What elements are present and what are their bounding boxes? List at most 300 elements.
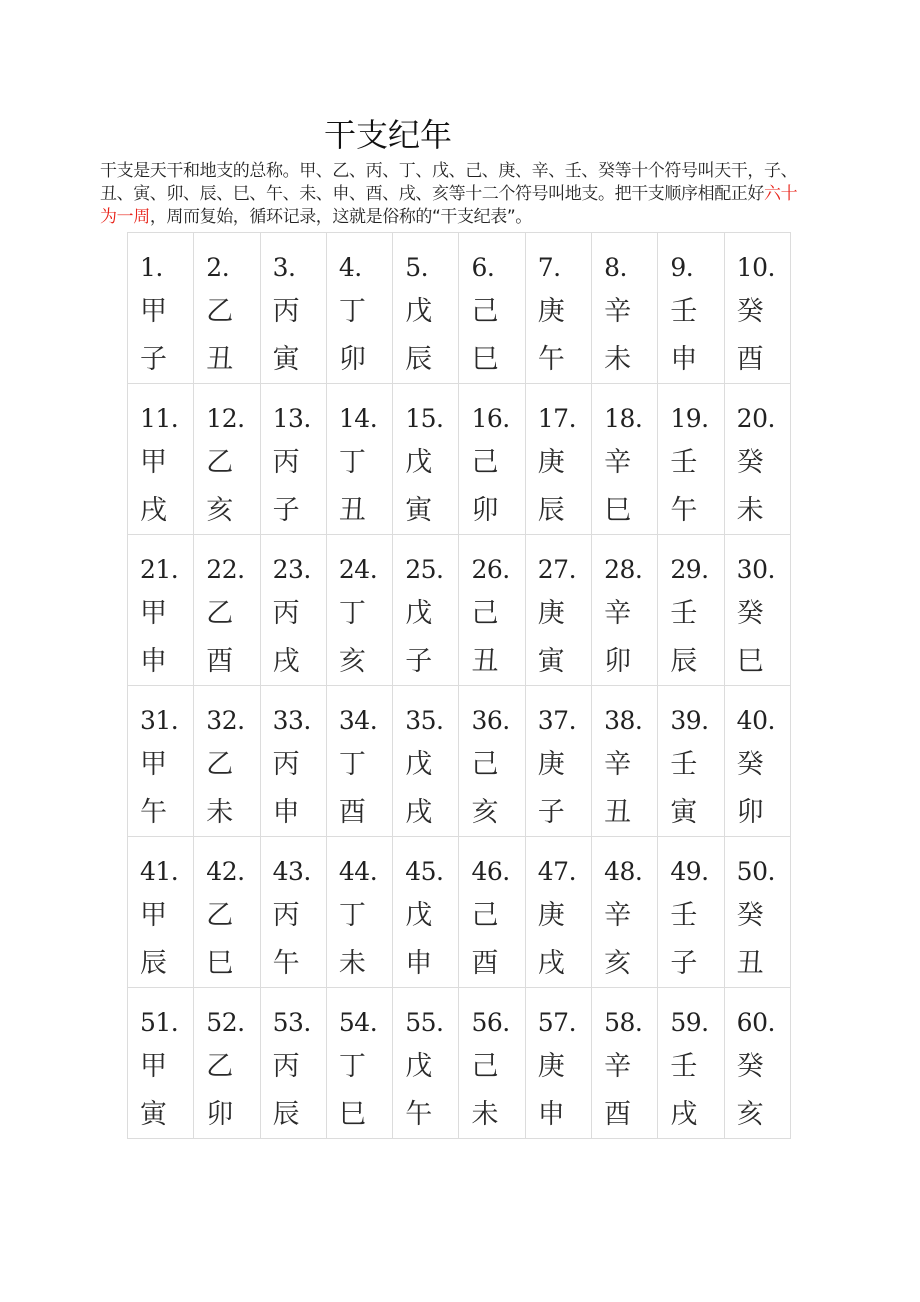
cell-content — [327, 837, 392, 979]
cell-content — [194, 384, 259, 526]
ganzhi-cell — [525, 535, 591, 686]
earthly-branch: 子 — [405, 646, 433, 677]
ganzhi-cell — [128, 837, 194, 988]
earthly-branch: 未 — [604, 344, 632, 375]
earthly-branch: 丑 — [206, 344, 234, 375]
earthly-branch: 亥 — [471, 797, 499, 828]
cell-number: 37. — [537, 706, 577, 735]
cell-content — [725, 535, 790, 677]
table-row — [128, 686, 791, 837]
earthly-branch: 卯 — [206, 1099, 234, 1130]
cell-content — [725, 233, 790, 375]
table-row — [128, 233, 791, 384]
intro-paragraph — [100, 160, 812, 229]
earthly-branch: 申 — [405, 948, 433, 979]
earthly-branch: 戌 — [537, 948, 565, 979]
cell-content — [128, 233, 193, 375]
page-title: 干支纪年 — [324, 116, 453, 154]
earthly-branch: 寅 — [405, 495, 433, 526]
cell-number: 42. — [206, 857, 245, 886]
heavenly-stem: 辛 — [604, 1051, 632, 1082]
cell-number: 30. — [736, 555, 775, 584]
cell-content — [526, 535, 591, 677]
ganzhi-cell — [326, 988, 392, 1139]
heavenly-stem: 乙 — [206, 1051, 234, 1082]
ganzhi-cell — [459, 837, 525, 988]
cell-content — [194, 535, 259, 677]
heavenly-stem: 己 — [471, 447, 499, 478]
cell-number: 33. — [272, 706, 311, 735]
heavenly-stem: 己 — [471, 1051, 499, 1082]
earthly-branch: 申 — [670, 344, 698, 375]
heavenly-stem: 丙 — [272, 598, 300, 629]
ganzhi-cell — [393, 384, 459, 535]
cell-content — [658, 535, 723, 677]
earthly-branch: 未 — [206, 797, 234, 828]
cell-content — [261, 535, 326, 677]
ganzhi-cell — [525, 988, 591, 1139]
ganzhi-cell — [260, 233, 326, 384]
cell-content — [526, 384, 591, 526]
cell-number: 39. — [670, 706, 709, 735]
cell-number: 38. — [604, 706, 643, 735]
ganzhi-cell — [592, 837, 658, 988]
earthly-branch: 未 — [338, 948, 366, 979]
cell-number: 52. — [206, 1008, 245, 1037]
cell-content — [592, 233, 657, 375]
cell-number: 2. — [206, 253, 230, 282]
cell-number: 6. — [471, 253, 495, 282]
heavenly-stem: 丁 — [338, 598, 366, 629]
heavenly-stem: 庚 — [537, 749, 565, 780]
cell-number: 16. — [471, 404, 510, 433]
cell-number: 4. — [338, 253, 362, 282]
earthly-branch: 子 — [537, 797, 565, 828]
ganzhi-cell — [194, 686, 260, 837]
ganzhi-cell — [260, 535, 326, 686]
heavenly-stem: 庚 — [537, 900, 565, 931]
cell-content — [393, 233, 458, 375]
cell-content — [327, 535, 392, 677]
heavenly-stem: 癸 — [736, 447, 764, 478]
earthly-branch: 酉 — [206, 646, 234, 677]
cell-content — [459, 233, 524, 375]
earthly-branch: 巳 — [604, 495, 632, 526]
cell-content — [393, 384, 458, 526]
cell-content — [526, 686, 591, 828]
ganzhi-cell — [459, 384, 525, 535]
cell-content — [393, 535, 458, 677]
cell-number: 32. — [206, 706, 245, 735]
ganzhi-cell — [658, 686, 724, 837]
earthly-branch: 戌 — [272, 646, 300, 677]
cell-number: 57. — [537, 1008, 577, 1037]
earthly-branch: 酉 — [604, 1099, 632, 1130]
cell-number: 23. — [272, 555, 311, 584]
cell-number: 45. — [405, 857, 444, 886]
earthly-branch: 寅 — [272, 344, 300, 375]
ganzhi-cell — [260, 384, 326, 535]
cell-content — [261, 686, 326, 828]
cell-number: 22. — [206, 555, 245, 584]
cell-content — [592, 535, 657, 677]
cell-content — [592, 988, 657, 1130]
cell-number: 31. — [140, 706, 179, 735]
table-row — [128, 384, 791, 535]
ganzhi-cell — [326, 535, 392, 686]
cell-number: 51. — [140, 1008, 179, 1037]
earthly-branch: 丑 — [604, 797, 632, 828]
ganzhi-cell — [724, 384, 790, 535]
cell-content — [592, 686, 657, 828]
earthly-branch: 午 — [537, 344, 565, 375]
heavenly-stem: 己 — [471, 900, 499, 931]
cell-content — [261, 233, 326, 375]
cell-content — [194, 686, 259, 828]
earthly-branch: 辰 — [272, 1099, 300, 1130]
cell-number: 49. — [670, 857, 709, 886]
ganzhi-cell — [658, 988, 724, 1139]
cell-content — [658, 686, 723, 828]
heavenly-stem: 庚 — [537, 447, 565, 478]
earthly-branch: 寅 — [140, 1099, 167, 1130]
ganzhi-cell — [724, 233, 790, 384]
ganzhi-cell — [260, 837, 326, 988]
cell-number: 50. — [736, 857, 775, 886]
cell-number: 11. — [140, 404, 179, 433]
cell-content — [526, 988, 591, 1130]
cell-number: 55. — [405, 1008, 444, 1037]
cell-number: 40. — [736, 706, 775, 735]
ganzhi-cell — [592, 686, 658, 837]
cell-number: 5. — [405, 253, 429, 282]
cell-number: 20. — [736, 404, 775, 433]
ganzhi-cell — [459, 233, 525, 384]
cell-number: 41. — [140, 857, 179, 886]
heavenly-stem: 辛 — [604, 296, 632, 327]
cell-content — [725, 384, 790, 526]
ganzhi-cell — [128, 988, 194, 1139]
heavenly-stem: 甲 — [140, 447, 167, 478]
cell-number: 54. — [338, 1008, 378, 1037]
cell-number: 48. — [604, 857, 643, 886]
ganzhi-cell — [592, 988, 658, 1139]
cell-number: 46. — [471, 857, 510, 886]
heavenly-stem: 癸 — [736, 296, 764, 327]
cell-number: 27. — [537, 555, 577, 584]
earthly-branch: 申 — [537, 1099, 565, 1130]
heavenly-stem: 壬 — [670, 1051, 698, 1082]
ganzhi-cell — [393, 535, 459, 686]
cell-content — [128, 837, 193, 979]
cell-number: 8. — [604, 253, 627, 282]
heavenly-stem: 壬 — [670, 296, 698, 327]
cell-content — [393, 837, 458, 979]
cell-content — [261, 837, 326, 979]
ganzhi-cell — [525, 837, 591, 988]
heavenly-stem: 己 — [471, 598, 499, 629]
heavenly-stem: 乙 — [206, 447, 234, 478]
ganzhi-cell — [260, 988, 326, 1139]
heavenly-stem: 辛 — [604, 749, 632, 780]
heavenly-stem: 丙 — [272, 749, 300, 780]
earthly-branch: 酉 — [471, 948, 499, 979]
ganzhi-cell — [658, 535, 724, 686]
heavenly-stem: 己 — [471, 749, 499, 780]
earthly-branch: 卯 — [736, 797, 764, 828]
cell-number: 60. — [736, 1008, 775, 1037]
earthly-branch: 酉 — [736, 344, 764, 375]
cell-number: 21. — [140, 555, 179, 584]
cell-number: 29. — [670, 555, 709, 584]
ganzhi-cell — [658, 233, 724, 384]
cell-content — [261, 384, 326, 526]
cell-content — [725, 686, 790, 828]
cell-number: 44. — [338, 857, 378, 886]
heavenly-stem: 戊 — [405, 900, 433, 931]
ganzhi-cell — [724, 535, 790, 686]
cell-content — [194, 988, 259, 1130]
cell-number: 47. — [537, 857, 577, 886]
heavenly-stem: 庚 — [537, 598, 565, 629]
cell-number: 3. — [272, 253, 296, 282]
cell-content — [393, 988, 458, 1130]
heavenly-stem: 己 — [471, 296, 499, 327]
heavenly-stem: 乙 — [206, 598, 234, 629]
cell-content — [128, 384, 193, 526]
ganzhi-cell — [194, 535, 260, 686]
cell-content — [459, 988, 524, 1130]
cell-number: 43. — [272, 857, 311, 886]
earthly-branch: 亥 — [338, 646, 366, 677]
cell-content — [459, 535, 524, 677]
heavenly-stem: 辛 — [604, 598, 632, 629]
heavenly-stem: 甲 — [140, 900, 167, 931]
earthly-branch: 戌 — [140, 495, 167, 526]
heavenly-stem: 乙 — [206, 296, 234, 327]
cell-content — [327, 686, 392, 828]
cell-content — [194, 233, 259, 375]
heavenly-stem: 丁 — [338, 296, 366, 327]
earthly-branch: 子 — [272, 495, 300, 526]
cell-number: 1. — [140, 253, 163, 282]
heavenly-stem: 丙 — [272, 296, 300, 327]
earthly-branch: 卯 — [338, 344, 366, 375]
earthly-branch: 午 — [670, 495, 698, 526]
heavenly-stem: 乙 — [206, 900, 234, 931]
ganzhi-cell — [393, 988, 459, 1139]
cell-number: 35. — [405, 706, 444, 735]
earthly-branch: 巳 — [206, 948, 234, 979]
ganzhi-cell — [194, 988, 260, 1139]
ganzhi-cell — [525, 384, 591, 535]
table-row — [128, 988, 791, 1139]
earthly-branch: 辰 — [537, 495, 565, 526]
earthly-branch: 戌 — [405, 797, 433, 828]
heavenly-stem: 丁 — [338, 749, 366, 780]
heavenly-stem: 壬 — [670, 749, 698, 780]
cell-content — [459, 384, 524, 526]
cell-number: 9. — [670, 253, 694, 282]
table-row — [128, 837, 791, 988]
heavenly-stem: 壬 — [670, 900, 698, 931]
cell-number: 25. — [405, 555, 444, 584]
heavenly-stem: 甲 — [140, 749, 167, 780]
earthly-branch: 寅 — [670, 797, 698, 828]
cell-number: 53. — [272, 1008, 311, 1037]
cell-number: 28. — [604, 555, 643, 584]
ganzhi-cell — [194, 837, 260, 988]
ganzhi-cell — [592, 384, 658, 535]
earthly-branch: 亥 — [736, 1099, 764, 1130]
earthly-branch: 辰 — [140, 948, 167, 979]
ganzhi-cell — [326, 384, 392, 535]
ganzhi-cell — [525, 233, 591, 384]
cell-content — [459, 837, 524, 979]
heavenly-stem: 丙 — [272, 1051, 300, 1082]
earthly-branch: 子 — [140, 344, 167, 375]
cell-content — [393, 686, 458, 828]
cell-number: 19. — [670, 404, 709, 433]
earthly-branch: 辰 — [405, 344, 433, 375]
intro-highlight: 六十为一周 — [100, 184, 798, 227]
cell-content — [725, 837, 790, 979]
earthly-branch: 丑 — [736, 948, 764, 979]
cell-number: 59. — [670, 1008, 709, 1037]
earthly-branch: 辰 — [670, 646, 698, 677]
ganzhi-cell — [128, 535, 194, 686]
cell-number: 56. — [471, 1008, 510, 1037]
heavenly-stem: 戊 — [405, 296, 433, 327]
heavenly-stem: 癸 — [736, 598, 764, 629]
heavenly-stem: 丙 — [272, 447, 300, 478]
cell-content — [128, 686, 193, 828]
heavenly-stem: 丁 — [338, 1051, 366, 1082]
earthly-branch: 申 — [140, 646, 167, 677]
cell-number: 58. — [604, 1008, 643, 1037]
earthly-branch: 未 — [471, 1099, 499, 1130]
cell-content — [592, 837, 657, 979]
heavenly-stem: 戊 — [405, 749, 433, 780]
ganzhi-cell — [459, 686, 525, 837]
ganzhi-cell — [326, 233, 392, 384]
earthly-branch: 丑 — [338, 495, 366, 526]
heavenly-stem: 甲 — [140, 296, 167, 327]
cell-number: 7. — [537, 253, 561, 282]
earthly-branch: 午 — [140, 797, 167, 828]
ganzhi-cell — [128, 233, 194, 384]
heavenly-stem: 辛 — [604, 447, 632, 478]
heavenly-stem: 戊 — [405, 447, 433, 478]
heavenly-stem: 甲 — [140, 598, 167, 629]
earthly-branch: 亥 — [206, 495, 234, 526]
heavenly-stem: 庚 — [537, 296, 565, 327]
cell-content — [459, 686, 524, 828]
earthly-branch: 戌 — [670, 1099, 698, 1130]
earthly-branch: 子 — [670, 948, 698, 979]
earthly-branch: 巳 — [338, 1099, 366, 1130]
cell-content — [592, 384, 657, 526]
ganzhi-cell — [128, 384, 194, 535]
cell-content — [194, 837, 259, 979]
cell-number: 26. — [471, 555, 510, 584]
ganzhi-cell — [326, 686, 392, 837]
ganzhi-cell — [393, 686, 459, 837]
ganzhi-cell — [260, 686, 326, 837]
ganzhi-table-body — [128, 233, 791, 1139]
cell-content — [658, 988, 723, 1130]
ganzhi-cell — [326, 837, 392, 988]
cell-content — [261, 988, 326, 1130]
ganzhi-cell — [724, 837, 790, 988]
cell-number: 13. — [272, 404, 311, 433]
heavenly-stem: 甲 — [140, 1051, 167, 1082]
cell-content — [128, 535, 193, 677]
cell-content — [327, 988, 392, 1130]
ganzhi-table — [127, 232, 791, 1139]
earthly-branch: 巳 — [471, 344, 499, 375]
heavenly-stem: 庚 — [537, 1051, 565, 1082]
earthly-branch: 寅 — [537, 646, 565, 677]
intro-text-end: ，周而复始，循环记录，这就是俗称的“干支纪表”。 — [149, 207, 532, 227]
cell-number: 12. — [206, 404, 245, 433]
cell-content — [526, 837, 591, 979]
earthly-branch: 卯 — [471, 495, 499, 526]
ganzhi-cell — [393, 233, 459, 384]
cell-number: 15. — [405, 404, 444, 433]
ganzhi-cell — [592, 233, 658, 384]
ganzhi-cell — [459, 988, 525, 1139]
heavenly-stem: 丁 — [338, 447, 366, 478]
cell-content — [526, 233, 591, 375]
ganzhi-cell — [194, 384, 260, 535]
heavenly-stem: 癸 — [736, 749, 764, 780]
earthly-branch: 丑 — [471, 646, 499, 677]
cell-number: 18. — [604, 404, 643, 433]
ganzhi-cell — [128, 686, 194, 837]
cell-content — [658, 384, 723, 526]
earthly-branch: 未 — [736, 495, 764, 526]
earthly-branch: 巳 — [736, 646, 764, 677]
ganzhi-cell — [194, 233, 260, 384]
cell-number: 24. — [338, 555, 378, 584]
ganzhi-cell — [592, 535, 658, 686]
cell-number: 34. — [338, 706, 378, 735]
cell-number: 36. — [471, 706, 510, 735]
cell-number: 10. — [736, 253, 775, 282]
cell-number: 14. — [338, 404, 378, 433]
heavenly-stem: 丁 — [338, 900, 366, 931]
ganzhi-cell — [658, 837, 724, 988]
cell-content — [658, 837, 723, 979]
cell-content — [128, 988, 193, 1130]
cell-content — [327, 233, 392, 375]
heavenly-stem: 壬 — [670, 598, 698, 629]
heavenly-stem: 壬 — [670, 447, 698, 478]
earthly-branch: 亥 — [604, 948, 632, 979]
earthly-branch: 卯 — [604, 646, 632, 677]
cell-content — [725, 988, 790, 1130]
heavenly-stem: 乙 — [206, 749, 234, 780]
intro-text: 干支是天干和地支的总称。甲、乙、丙、丁、戊、己、庚、辛、壬、癸等十个符号叫天干，子、丑、寅、卯、辰、巳、午、未、申、酉、戌、亥等十二个符号叫地支。把干支顺序相配正好 — [100, 161, 798, 204]
ganzhi-cell — [525, 686, 591, 837]
cell-content — [658, 233, 723, 375]
ganzhi-cell — [393, 837, 459, 988]
ganzhi-cell — [658, 384, 724, 535]
earthly-branch: 午 — [272, 948, 300, 979]
earthly-branch: 午 — [405, 1099, 433, 1130]
ganzhi-cell — [724, 988, 790, 1139]
